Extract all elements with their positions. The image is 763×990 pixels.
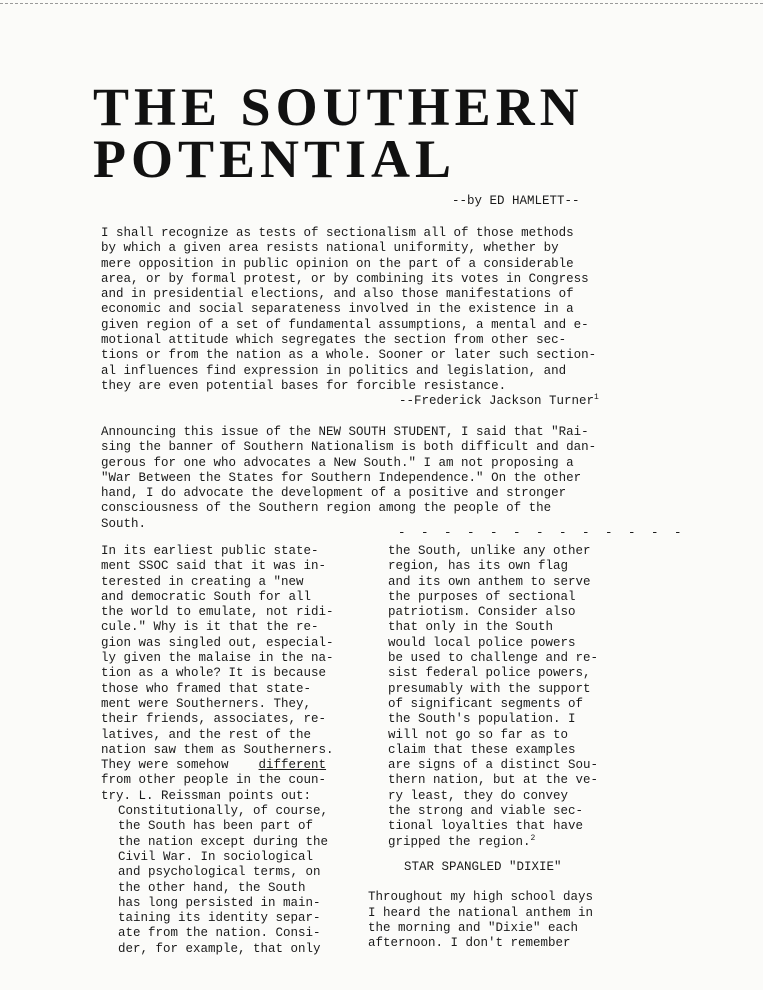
quote-line: by which a given area resists national uniformity, whether by	[101, 241, 559, 256]
intro-line: gerous for one who advocates a New South." I am not proposing a	[101, 455, 574, 470]
quote-line: given region of a set of fundamental assumptions, a mental and e-	[101, 317, 589, 332]
body-line: ment SSOC said that it was in-	[101, 559, 327, 574]
body-line: latives, and the rest of the	[101, 727, 312, 742]
block-quote-line: would local police powers	[388, 635, 576, 650]
quote-attribution	[101, 394, 601, 409]
body-line: those who framed that state-	[101, 681, 312, 696]
left-column	[101, 544, 341, 957]
block-quote-line: the nation except during the	[118, 834, 329, 849]
footnote-marker: 1	[594, 393, 599, 403]
section-subheading: STAR SPANGLED "DIXIE"	[404, 859, 562, 874]
block-quote-line: region, has its own flag	[388, 559, 569, 574]
intro-paragraph	[101, 425, 601, 532]
block-quote-line: claim that these examples	[388, 742, 576, 757]
body-line: their friends, associates, re-	[101, 712, 327, 727]
body-line: afternoon. I don't remember	[368, 936, 571, 951]
body-line: from other people in the coun-	[101, 773, 327, 788]
block-quote-line: be used to challenge and re-	[388, 651, 599, 666]
page-title-line-2: POTENTIAL	[93, 129, 457, 189]
body-line: and democratic South for all	[101, 589, 312, 604]
block-quote-line: and psychological terms, on	[118, 865, 321, 880]
block-quote-line: the South's population. I	[388, 712, 576, 727]
body-line-text: They were somehow	[101, 758, 229, 773]
block-quote-line: Constitutionally, of course,	[118, 804, 329, 819]
epigraph-quote	[101, 226, 601, 410]
page-title-line-1: THE SOUTHERN	[93, 77, 584, 137]
block-quote-line: of significant segments of	[388, 696, 584, 711]
block-quote-text: gripped the region.	[388, 834, 531, 849]
block-quote-line: sist federal police powers,	[388, 666, 591, 681]
body-line: Throughout my high school days	[368, 890, 594, 905]
quote-line: economic and social separateness involved in the existence in a	[101, 302, 574, 317]
block-quote-line: thern nation, but at the ve-	[388, 773, 599, 788]
quote-line: motional attitude which segregates the section from other sec-	[101, 333, 567, 348]
body-line: ly given the malaise in the na-	[101, 651, 334, 666]
body-line: nation saw them as Southerners.	[101, 742, 334, 757]
body-line: terested in creating a "new	[101, 574, 304, 589]
block-quote-line: Civil War. In sociological	[118, 849, 314, 864]
block-quote-line: ry least, they do convey	[388, 788, 569, 803]
byline: --by ED HAMLETT--	[452, 194, 580, 208]
block-quote-line: are signs of a distinct Sou-	[388, 758, 599, 773]
intro-line: hand, I do advocate the development of a positive and stronger	[101, 486, 567, 501]
block-quote-line: patriotism. Consider also	[388, 605, 576, 620]
block-quote-line: the purposes of sectional	[388, 589, 576, 604]
underlined-word: different	[258, 758, 327, 773]
quote-line: tions or from the nation as a whole. Sooner or later such section-	[101, 348, 597, 363]
block-quote-line: the South, unlike any other	[388, 544, 591, 558]
block-quote-line: taining its identity separ-	[118, 911, 321, 926]
section-separator: - - - - - - - - - - - - -	[398, 526, 686, 540]
block-quote-line: that only in the South	[388, 620, 554, 635]
footnote-marker: 2	[530, 833, 536, 843]
body-line: gion was singled out, especial-	[101, 635, 334, 650]
quote-line: al influences find expression in politics and legislation, and	[101, 363, 567, 378]
body-line: try. L. Reissman points out:	[101, 788, 312, 803]
quote-line: I shall recognize as tests of sectionalism all of those methods	[101, 226, 574, 240]
quote-line: mere opposition in public opinion on the part of a considerable	[101, 256, 574, 271]
block-quote-line: tional loyalties that have	[388, 819, 584, 834]
body-line	[101, 758, 341, 773]
block-quote-line: ate from the nation. Consi-	[118, 926, 321, 941]
block-quote-line: der, for example, that only	[118, 941, 321, 956]
block-quote-line: will not go so far as to	[388, 727, 569, 742]
intro-line: sing the banner of Southern Nationalism is both difficult and dan-	[101, 440, 597, 455]
quote-attribution-text: --Frederick Jackson Turner	[399, 394, 595, 409]
body-line: ment were Southerners. They,	[101, 696, 312, 711]
block-quote-line	[368, 835, 608, 850]
block-quote-line: the other hand, the South	[118, 880, 306, 895]
quote-line: they are even potential bases for forcible resistance.	[101, 378, 507, 393]
intro-line: Announcing this issue of the NEW SOUTH STUDENT, I said that "Rai-	[101, 425, 589, 439]
quote-line: and in presidential elections, and also those manifestations of	[101, 287, 574, 302]
block-quote-line: the strong and viable sec-	[388, 804, 584, 819]
body-line: the morning and "Dixie" each	[368, 920, 579, 935]
intro-line: "War Between the States for Southern Independence." On the other	[101, 470, 582, 485]
block-quote-line: the South has been part of	[118, 819, 314, 834]
block-quote-line: has long persisted in main-	[118, 895, 321, 910]
top-dashed-edge	[0, 3, 763, 4]
block-quote-line: presumably with the support	[388, 681, 591, 696]
body-line: the world to emulate, not ridi-	[101, 605, 334, 620]
right-column	[368, 544, 608, 951]
body-line: I heard the national anthem in	[368, 905, 594, 920]
quote-line: area, or by formal protest, or by combining its votes in Congress	[101, 271, 589, 286]
body-line: In its earliest public state-	[101, 544, 319, 558]
intro-line: consciousness of the Southern region among the people of the	[101, 501, 552, 516]
body-line: cule." Why is it that the re-	[101, 620, 319, 635]
intro-line: South.	[101, 516, 147, 531]
body-line: tion as a whole? It is because	[101, 666, 327, 681]
block-quote-line: and its own anthem to serve	[388, 574, 591, 589]
